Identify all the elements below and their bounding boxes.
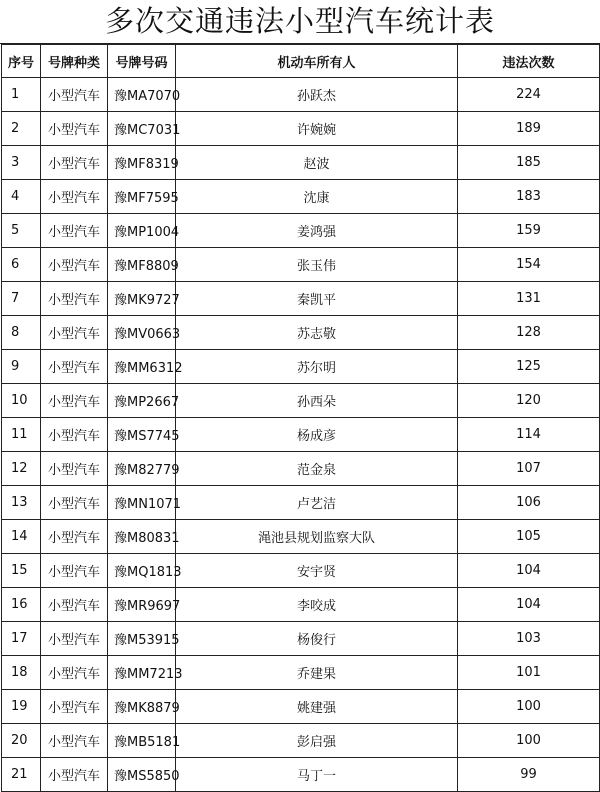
plate-type-cell: 小型汽车 bbox=[41, 384, 108, 418]
violation-count-cell: 128 bbox=[458, 316, 600, 350]
owner-cell: 孙西朵 bbox=[176, 384, 458, 418]
owner-cell: 苏志敬 bbox=[176, 316, 458, 350]
violation-count-cell: 120 bbox=[458, 384, 600, 418]
seq-cell: 19 bbox=[2, 690, 41, 724]
seq-cell: 5 bbox=[2, 214, 41, 248]
plate-number-cell: 豫MP1004 bbox=[108, 214, 176, 248]
violation-count-cell: 185 bbox=[458, 146, 600, 180]
plate-number-cell: 豫MS7745 bbox=[108, 418, 176, 452]
seq-cell: 16 bbox=[2, 588, 41, 622]
violation-count-cell: 189 bbox=[458, 112, 600, 146]
table-row bbox=[2, 180, 600, 214]
plate-number-cell: 豫MF8809 bbox=[108, 248, 176, 282]
violations-table bbox=[1, 44, 600, 792]
seq-cell: 13 bbox=[2, 486, 41, 520]
violation-count-cell: 106 bbox=[458, 486, 600, 520]
seq-cell: 4 bbox=[2, 180, 41, 214]
owner-cell: 杨成彦 bbox=[176, 418, 458, 452]
plate-type-cell: 小型汽车 bbox=[41, 656, 108, 690]
plate-number-cell: 豫MR9697 bbox=[108, 588, 176, 622]
plate-number-cell: 豫MC7031 bbox=[108, 112, 176, 146]
plate-number-cell: 豫MA7070 bbox=[108, 78, 176, 112]
plate-number-cell: 豫MF7595 bbox=[108, 180, 176, 214]
plate-type-cell: 小型汽车 bbox=[41, 418, 108, 452]
owner-cell: 李咬成 bbox=[176, 588, 458, 622]
header-plate-type: 号牌种类 bbox=[41, 45, 108, 78]
seq-cell: 12 bbox=[2, 452, 41, 486]
owner-cell: 马丁一 bbox=[176, 758, 458, 792]
table-row bbox=[2, 452, 600, 486]
violation-count-cell: 114 bbox=[458, 418, 600, 452]
owner-cell: 苏尔明 bbox=[176, 350, 458, 384]
table-row bbox=[2, 214, 600, 248]
table-row bbox=[2, 316, 600, 350]
seq-cell: 17 bbox=[2, 622, 41, 656]
plate-type-cell: 小型汽车 bbox=[41, 350, 108, 384]
plate-number-cell: 豫MQ1813 bbox=[108, 554, 176, 588]
plate-number-cell: 豫MK8879 bbox=[108, 690, 176, 724]
header-seq: 序号 bbox=[2, 45, 41, 78]
table-row bbox=[2, 350, 600, 384]
violation-count-cell: 99 bbox=[458, 758, 600, 792]
table-row bbox=[2, 588, 600, 622]
plate-type-cell: 小型汽车 bbox=[41, 452, 108, 486]
table-row bbox=[2, 724, 600, 758]
violation-count-cell: 104 bbox=[458, 588, 600, 622]
seq-cell: 15 bbox=[2, 554, 41, 588]
owner-cell: 孙跃杰 bbox=[176, 78, 458, 112]
plate-type-cell: 小型汽车 bbox=[41, 486, 108, 520]
owner-cell: 安宇贤 bbox=[176, 554, 458, 588]
plate-number-cell: 豫MM7213 bbox=[108, 656, 176, 690]
violation-count-cell: 224 bbox=[458, 78, 600, 112]
violation-count-cell: 125 bbox=[458, 350, 600, 384]
plate-type-cell: 小型汽车 bbox=[41, 180, 108, 214]
violation-count-cell: 183 bbox=[458, 180, 600, 214]
owner-cell: 渑池县规划监察大队 bbox=[176, 520, 458, 554]
table-row bbox=[2, 486, 600, 520]
violation-count-cell: 154 bbox=[458, 248, 600, 282]
plate-number-cell: 豫M53915 bbox=[108, 622, 176, 656]
table-row bbox=[2, 656, 600, 690]
plate-number-cell: 豫M82779 bbox=[108, 452, 176, 486]
owner-cell: 沈康 bbox=[176, 180, 458, 214]
plate-number-cell: 豫MN1071 bbox=[108, 486, 176, 520]
plate-number-cell: 豫MV0663 bbox=[108, 316, 176, 350]
owner-cell: 姚建强 bbox=[176, 690, 458, 724]
table-body bbox=[2, 78, 600, 792]
page-title: 多次交通违法小型汽车统计表 bbox=[0, 0, 600, 44]
seq-cell: 3 bbox=[2, 146, 41, 180]
plate-type-cell: 小型汽车 bbox=[41, 758, 108, 792]
owner-cell: 秦凯平 bbox=[176, 282, 458, 316]
header-plate-number: 号牌号码 bbox=[108, 45, 176, 78]
plate-type-cell: 小型汽车 bbox=[41, 146, 108, 180]
violation-count-cell: 104 bbox=[458, 554, 600, 588]
violation-count-cell: 103 bbox=[458, 622, 600, 656]
plate-type-cell: 小型汽车 bbox=[41, 112, 108, 146]
violation-count-cell: 131 bbox=[458, 282, 600, 316]
seq-cell: 10 bbox=[2, 384, 41, 418]
table-row bbox=[2, 384, 600, 418]
plate-type-cell: 小型汽车 bbox=[41, 554, 108, 588]
table-row bbox=[2, 282, 600, 316]
plate-type-cell: 小型汽车 bbox=[41, 690, 108, 724]
header-owner: 机动车所有人 bbox=[176, 45, 458, 78]
table-row bbox=[2, 112, 600, 146]
owner-cell: 姜鸿强 bbox=[176, 214, 458, 248]
seq-cell: 1 bbox=[2, 78, 41, 112]
plate-number-cell: 豫MS5850 bbox=[108, 758, 176, 792]
owner-cell: 卢艺洁 bbox=[176, 486, 458, 520]
seq-cell: 2 bbox=[2, 112, 41, 146]
violation-count-cell: 105 bbox=[458, 520, 600, 554]
table-row bbox=[2, 418, 600, 452]
owner-cell: 范金泉 bbox=[176, 452, 458, 486]
violation-count-cell: 100 bbox=[458, 690, 600, 724]
table-row bbox=[2, 520, 600, 554]
seq-cell: 18 bbox=[2, 656, 41, 690]
violation-count-cell: 101 bbox=[458, 656, 600, 690]
owner-cell: 赵波 bbox=[176, 146, 458, 180]
seq-cell: 14 bbox=[2, 520, 41, 554]
plate-type-cell: 小型汽车 bbox=[41, 724, 108, 758]
table-row bbox=[2, 554, 600, 588]
violation-count-cell: 107 bbox=[458, 452, 600, 486]
seq-cell: 11 bbox=[2, 418, 41, 452]
table-row bbox=[2, 78, 600, 112]
header-violation-count: 违法次数 bbox=[458, 45, 600, 78]
table-row bbox=[2, 690, 600, 724]
plate-number-cell: 豫MB5181 bbox=[108, 724, 176, 758]
plate-type-cell: 小型汽车 bbox=[41, 248, 108, 282]
seq-cell: 20 bbox=[2, 724, 41, 758]
table-header-row bbox=[2, 45, 600, 78]
plate-number-cell: 豫MF8319 bbox=[108, 146, 176, 180]
plate-type-cell: 小型汽车 bbox=[41, 622, 108, 656]
plate-type-cell: 小型汽车 bbox=[41, 78, 108, 112]
violation-count-cell: 100 bbox=[458, 724, 600, 758]
owner-cell: 许婉婉 bbox=[176, 112, 458, 146]
violation-count-cell: 159 bbox=[458, 214, 600, 248]
owner-cell: 彭启强 bbox=[176, 724, 458, 758]
table-row bbox=[2, 248, 600, 282]
plate-number-cell: 豫MM6312 bbox=[108, 350, 176, 384]
owner-cell: 张玉伟 bbox=[176, 248, 458, 282]
plate-type-cell: 小型汽车 bbox=[41, 316, 108, 350]
plate-number-cell: 豫M80831 bbox=[108, 520, 176, 554]
plate-type-cell: 小型汽车 bbox=[41, 520, 108, 554]
owner-cell: 乔建果 bbox=[176, 656, 458, 690]
seq-cell: 6 bbox=[2, 248, 41, 282]
seq-cell: 9 bbox=[2, 350, 41, 384]
owner-cell: 杨俊行 bbox=[176, 622, 458, 656]
table-row bbox=[2, 758, 600, 792]
seq-cell: 7 bbox=[2, 282, 41, 316]
plate-number-cell: 豫MP2667 bbox=[108, 384, 176, 418]
plate-type-cell: 小型汽车 bbox=[41, 214, 108, 248]
plate-type-cell: 小型汽车 bbox=[41, 282, 108, 316]
table-row bbox=[2, 622, 600, 656]
seq-cell: 8 bbox=[2, 316, 41, 350]
table-row bbox=[2, 146, 600, 180]
seq-cell: 21 bbox=[2, 758, 41, 792]
plate-type-cell: 小型汽车 bbox=[41, 588, 108, 622]
plate-number-cell: 豫MK9727 bbox=[108, 282, 176, 316]
